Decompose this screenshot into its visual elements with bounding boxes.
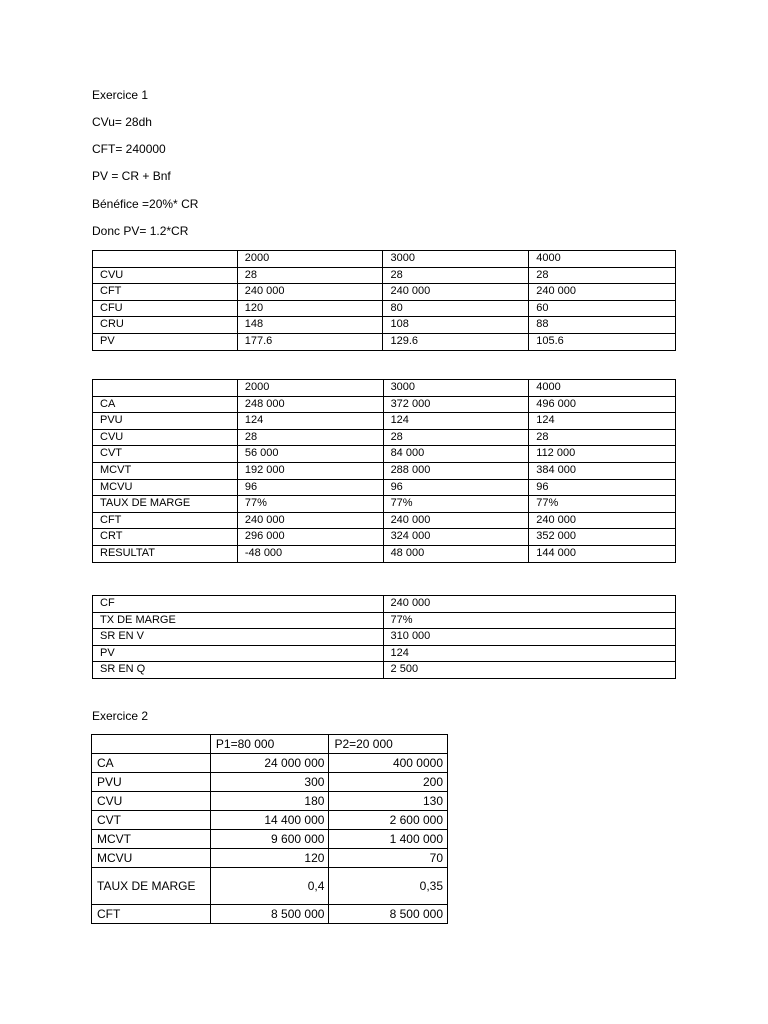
table-cell: 96 [529, 479, 676, 496]
table-row [92, 773, 448, 792]
table-cell: CFT [93, 284, 238, 301]
table-cell: 48 000 [383, 545, 529, 562]
table-cell: 352 000 [529, 529, 676, 546]
table-cell: CFT [93, 512, 238, 529]
table-cell: 96 [237, 479, 383, 496]
table-cell: 1 400 000 [329, 830, 448, 849]
table-cell: 77% [383, 496, 529, 513]
table-row [93, 333, 676, 350]
margin-table [92, 379, 676, 563]
table-cell: 124 [529, 413, 676, 430]
table-cell: 240 000 [383, 284, 529, 301]
table-cell: 28 [237, 429, 383, 446]
table-cell: P1=80 000 [210, 735, 329, 754]
table-cell: 28 [529, 429, 676, 446]
text-line: PV = CR + Bnf [92, 169, 171, 183]
table-row [93, 413, 676, 430]
table-cell: 240 000 [237, 284, 383, 301]
table-cell: CVU [93, 429, 238, 446]
table-row [92, 830, 448, 849]
table-cell: 9 600 000 [210, 830, 329, 849]
table-cell: CFU [93, 300, 238, 317]
table-row [92, 811, 448, 830]
table-cell: CFT [92, 905, 211, 924]
text-line: Bénéfice =20%* CR [92, 197, 199, 211]
table-cell: CVU [93, 267, 238, 284]
table-cell: 177.6 [237, 333, 383, 350]
table-cell: CRU [93, 317, 238, 334]
table-row [93, 429, 676, 446]
table-cell: TX DE MARGE [93, 612, 384, 629]
table-cell: 296 000 [237, 529, 383, 546]
table-cell: P2=20 000 [329, 735, 448, 754]
product-table [91, 734, 448, 924]
table-cell: 240 000 [383, 596, 675, 613]
table-header-row [93, 251, 676, 268]
exercise-1-title: Exercice 1 [92, 88, 149, 102]
table-row [93, 512, 676, 529]
exercise-2-title: Exercice 2 [92, 709, 149, 723]
table-cell: CVT [92, 811, 211, 830]
table-cell: 240 000 [529, 284, 676, 301]
cost-table-1 [92, 250, 676, 351]
table-cell: 180 [210, 792, 329, 811]
table-cell: 56 000 [237, 446, 383, 463]
table-cell: 124 [237, 413, 383, 430]
table-cell: PV [93, 333, 238, 350]
table-cell: 24 000 000 [210, 754, 329, 773]
table-cell: MCVU [93, 479, 238, 496]
table-row [93, 462, 676, 479]
table-cell: 2 600 000 [329, 811, 448, 830]
table-cell: SR EN V [93, 629, 384, 646]
table-cell: CRT [93, 529, 238, 546]
table-cell: 8 500 000 [329, 905, 448, 924]
table-cell: 77% [237, 496, 383, 513]
table-cell: 28 [383, 429, 529, 446]
table-row [93, 479, 676, 496]
table-row [92, 792, 448, 811]
threshold-table [92, 595, 676, 679]
table-row [93, 446, 676, 463]
table-cell: 148 [237, 317, 383, 334]
table-row [93, 396, 676, 413]
table-cell: CVU [92, 792, 211, 811]
table-cell [93, 251, 238, 268]
table-cell: 77% [529, 496, 676, 513]
table-cell: 108 [383, 317, 529, 334]
text-line: CFT= 240000 [92, 142, 166, 156]
table-cell: 3000 [383, 380, 529, 397]
table-cell: PV [93, 645, 384, 662]
table-cell: 28 [237, 267, 383, 284]
table-cell: 80 [383, 300, 529, 317]
table-row [93, 267, 676, 284]
table-cell: PVU [92, 773, 211, 792]
table-cell: 8 500 000 [210, 905, 329, 924]
table-row [93, 662, 676, 679]
table-cell [92, 735, 211, 754]
table-cell: 248 000 [237, 396, 383, 413]
table-row [93, 284, 676, 301]
table-cell: CA [92, 754, 211, 773]
table-row [93, 317, 676, 334]
table-cell: MCVU [92, 849, 211, 868]
table-cell: 130 [329, 792, 448, 811]
table-cell: 2000 [237, 251, 383, 268]
table-row [92, 849, 448, 868]
table-cell: 0,4 [210, 868, 329, 905]
table-cell: TAUX DE MARGE [93, 496, 238, 513]
table-cell [93, 380, 238, 397]
table-row [93, 496, 676, 513]
table-cell: 84 000 [383, 446, 529, 463]
text-line: CVu= 28dh [92, 115, 152, 129]
table-row [93, 629, 676, 646]
table-cell: 496 000 [529, 396, 676, 413]
table-cell: 70 [329, 849, 448, 868]
table-cell: TAUX DE MARGE [92, 868, 211, 905]
table-cell: 288 000 [383, 462, 529, 479]
table-cell: 240 000 [529, 512, 676, 529]
table-cell: 240 000 [383, 512, 529, 529]
table-cell: MCVT [93, 462, 238, 479]
table-cell: CA [93, 396, 238, 413]
table-cell: 112 000 [529, 446, 676, 463]
table-cell: CF [93, 596, 384, 613]
table-cell: 4000 [529, 251, 676, 268]
table-cell: 192 000 [237, 462, 383, 479]
table-cell: 324 000 [383, 529, 529, 546]
table-cell: 2000 [237, 380, 383, 397]
table-row [92, 868, 448, 905]
table-header-row [93, 380, 676, 397]
table-cell: 4000 [529, 380, 676, 397]
table-cell: 384 000 [529, 462, 676, 479]
table-cell: 77% [383, 612, 675, 629]
table-row [93, 612, 676, 629]
table-cell: 120 [237, 300, 383, 317]
table-cell: MCVT [92, 830, 211, 849]
text-line: Donc PV= 1.2*CR [92, 224, 189, 238]
table-row [92, 754, 448, 773]
table-cell: RESULTAT [93, 545, 238, 562]
table-row [93, 529, 676, 546]
table-row [93, 545, 676, 562]
table-row [93, 645, 676, 662]
table-cell: 310 000 [383, 629, 675, 646]
table-cell: SR EN Q [93, 662, 384, 679]
table-cell: 0,35 [329, 868, 448, 905]
table-cell: PVU [93, 413, 238, 430]
table-cell: 124 [383, 645, 675, 662]
table-cell: 105.6 [529, 333, 676, 350]
table-cell: 28 [383, 267, 529, 284]
table-cell: 14 400 000 [210, 811, 329, 830]
table-cell: 28 [529, 267, 676, 284]
table-cell: 144 000 [529, 545, 676, 562]
table-cell: 60 [529, 300, 676, 317]
table-cell: CVT [93, 446, 238, 463]
table-cell: 124 [383, 413, 529, 430]
table-row [93, 596, 676, 613]
table-cell: 372 000 [383, 396, 529, 413]
table-cell: 300 [210, 773, 329, 792]
table-cell: 88 [529, 317, 676, 334]
table-cell: 120 [210, 849, 329, 868]
table-row [93, 300, 676, 317]
table-row [92, 905, 448, 924]
table-cell: 3000 [383, 251, 529, 268]
table-cell: -48 000 [237, 545, 383, 562]
table-cell: 129.6 [383, 333, 529, 350]
table-cell: 200 [329, 773, 448, 792]
table-cell: 96 [383, 479, 529, 496]
table-cell: 2 500 [383, 662, 675, 679]
table-header-row [92, 735, 448, 754]
table-cell: 240 000 [237, 512, 383, 529]
table-cell: 400 0000 [329, 754, 448, 773]
